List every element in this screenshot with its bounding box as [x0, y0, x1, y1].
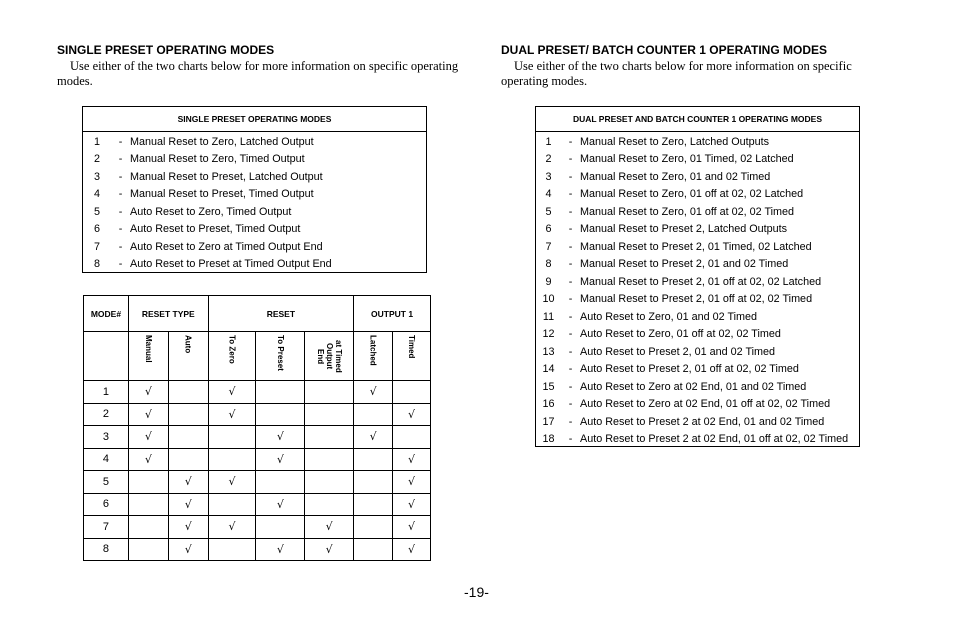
- check-mark-latched: √: [354, 381, 393, 404]
- mode-row: [536, 413, 859, 431]
- mode-number: 8: [93, 258, 100, 271]
- check-mark-at-timed-output-end: √: [305, 538, 354, 561]
- check-mark-manual: √: [128, 403, 168, 426]
- mode-row: [536, 273, 859, 291]
- dual-preset-intro: [501, 59, 871, 89]
- mode-description: Manual Reset to Preset 2, 01 off at 02, 02 Latched: [580, 275, 822, 288]
- grid-mode-number: 1: [84, 381, 129, 404]
- check-mark-to-preset: √: [256, 493, 305, 516]
- empty-cell-timed: [393, 426, 431, 449]
- mode-number: 18: [542, 433, 555, 446]
- grid-mode-number: 2: [84, 403, 129, 426]
- mode-number: 2: [93, 153, 100, 166]
- check-mark-manual: √: [128, 426, 168, 449]
- mode-number: 5: [545, 205, 552, 218]
- empty-cell-at-timed-output-end: [305, 403, 354, 426]
- mode-description: Auto Reset to Zero at Timed Output End: [130, 240, 323, 253]
- intro-line-2: modes.: [57, 74, 93, 88]
- mode-description: Auto Reset to Preset 2, 01 off at 02, 02 Timed: [580, 363, 799, 376]
- mode-description: Manual Reset to Zero, 01 off at 02, 02 Timed: [580, 205, 795, 218]
- mode-number: 15: [542, 380, 555, 393]
- empty-cell-at-timed-output-end: [305, 471, 354, 494]
- intro-line-1: Use either of the two charts below for more information on specific: [514, 59, 852, 73]
- empty-cell-manual: [128, 538, 168, 561]
- check-mark-auto: √: [168, 538, 208, 561]
- mode-dash: -: [118, 205, 123, 218]
- mode-row: [536, 326, 859, 344]
- mode-description: Manual Reset to Preset, Latched Output: [130, 170, 323, 183]
- mode-number: 4: [545, 188, 552, 201]
- mode-number: 17: [542, 415, 555, 428]
- grid-row: [84, 448, 431, 471]
- mode-description: Manual Reset to Zero, 01 Timed, 02 Latched: [580, 153, 794, 166]
- mode-number: 7: [93, 240, 100, 253]
- grid-row: [84, 403, 431, 426]
- empty-cell-latched: [354, 403, 393, 426]
- empty-cell-to-zero: [208, 426, 256, 449]
- grid-row: [84, 493, 431, 516]
- mode-number: 13: [542, 345, 555, 358]
- mode-description: Auto Reset to Preset, Timed Output: [130, 223, 301, 236]
- grid-subheader-blank: [84, 332, 129, 381]
- mode-number: 16: [542, 398, 555, 411]
- empty-cell-at-timed-output-end: [305, 426, 354, 449]
- grid-row: [84, 516, 431, 539]
- grid-header-mode: MODE#: [84, 296, 129, 332]
- mode-dash: -: [118, 188, 123, 201]
- empty-cell-auto: [168, 381, 208, 404]
- mode-row: [83, 151, 426, 169]
- empty-cell-to-zero: [208, 538, 256, 561]
- mode-description: Auto Reset to Preset at Timed Output End: [130, 258, 332, 271]
- grid-subheader-to-zero: To Zero: [208, 332, 256, 381]
- check-mark-to-preset: √: [256, 538, 305, 561]
- mode-description: Auto Reset to Zero, 01 off at 02, 02 Timed: [580, 328, 781, 341]
- grid-row: [84, 426, 431, 449]
- mode-description: Auto Reset to Preset 2 at 02 End, 01 off at 02, 02 Timed: [580, 433, 849, 446]
- mode-dash: -: [568, 170, 573, 183]
- grid-subheader-to-preset: To Preset: [256, 332, 305, 381]
- mode-row: [83, 186, 426, 204]
- grid-subheader-timed: Timed: [393, 332, 431, 381]
- check-mark-latched: √: [354, 426, 393, 449]
- mode-dash: -: [568, 328, 573, 341]
- check-mark-to-zero: √: [208, 403, 256, 426]
- check-mark-timed: √: [393, 516, 431, 539]
- empty-cell-to-zero: [208, 493, 256, 516]
- empty-cell-manual: [128, 471, 168, 494]
- mode-dash: -: [118, 258, 123, 271]
- check-mark-to-zero: √: [208, 381, 256, 404]
- grid-subheader-manual: Manual: [128, 332, 168, 381]
- mode-number: 10: [542, 293, 555, 306]
- mode-row: [536, 378, 859, 396]
- empty-cell-manual: [128, 516, 168, 539]
- grid-subheader-auto: Auto: [168, 332, 208, 381]
- mode-description: Manual Reset to Preset, Timed Output: [130, 188, 314, 201]
- mode-dash: -: [568, 205, 573, 218]
- mode-row: [83, 168, 426, 186]
- mode-row: [536, 431, 859, 449]
- mode-dash: -: [568, 363, 573, 376]
- mode-dash: -: [568, 153, 573, 166]
- mode-row: [536, 168, 859, 186]
- mode-dash: -: [568, 188, 573, 201]
- mode-description: Auto Reset to Preset 2, 01 and 02 Timed: [580, 345, 776, 358]
- empty-cell-timed: [393, 381, 431, 404]
- grid-row: [84, 471, 431, 494]
- mode-dash: -: [568, 258, 573, 271]
- mode-row: [83, 256, 426, 274]
- mode-dash: -: [568, 345, 573, 358]
- mode-row: [536, 396, 859, 414]
- single-preset-title: SINGLE PRESET OPERATING MODES: [57, 43, 275, 57]
- mode-row: [83, 238, 426, 256]
- mode-row: [536, 151, 859, 169]
- mode-number: 1: [93, 135, 100, 148]
- grid-subheader-latched: Latched: [354, 332, 393, 381]
- mode-dash: -: [568, 275, 573, 288]
- mode-description: Manual Reset to Zero, 01 and 02 Timed: [580, 170, 771, 183]
- dual-preset-mode-list: [536, 132, 859, 448]
- empty-cell-to-preset: [256, 471, 305, 494]
- single-preset-box-header: SINGLE PRESET OPERATING MODES: [83, 107, 426, 132]
- single-preset-intro: [57, 59, 467, 89]
- mode-number: 5: [93, 205, 100, 218]
- empty-cell-latched: [354, 471, 393, 494]
- check-mark-manual: √: [128, 381, 168, 404]
- grid-row: [84, 538, 431, 561]
- mode-row: [536, 186, 859, 204]
- check-mark-to-preset: √: [256, 448, 305, 471]
- mode-description: Manual Reset to Zero, Latched Output: [130, 135, 314, 148]
- empty-cell-latched: [354, 493, 393, 516]
- mode-number: 6: [545, 223, 552, 236]
- dual-preset-title: DUAL PRESET/ BATCH COUNTER 1 OPERATING MODES: [501, 43, 828, 57]
- page-number: -19-: [464, 584, 489, 600]
- mode-number: 3: [93, 170, 100, 183]
- mode-dash: -: [568, 398, 573, 411]
- mode-description: Manual Reset to Preset 2, 01 and 02 Timed: [580, 258, 789, 271]
- mode-number: 14: [542, 363, 555, 376]
- intro-line-1: Use either of the two charts below for more information on specific operating: [70, 59, 459, 73]
- mode-row: [536, 343, 859, 361]
- mode-row: [536, 291, 859, 309]
- mode-dash: -: [568, 135, 573, 148]
- mode-dash: -: [118, 135, 123, 148]
- grid-header-output: OUTPUT 1: [354, 296, 431, 332]
- mode-row: [83, 133, 426, 151]
- dual-preset-box-header: DUAL PRESET AND BATCH COUNTER 1 OPERATING MODES: [536, 107, 859, 132]
- empty-cell-to-zero: [208, 448, 256, 471]
- mode-row: [536, 221, 859, 239]
- empty-cell-to-preset: [256, 403, 305, 426]
- check-mark-manual: √: [128, 448, 168, 471]
- mode-number: 11: [542, 310, 555, 323]
- check-mark-to-zero: √: [208, 471, 256, 494]
- empty-cell-latched: [354, 448, 393, 471]
- mode-description: Manual Reset to Preset 2, 01 off at 02, 02 Timed: [580, 293, 813, 306]
- grid-row: [84, 381, 431, 404]
- mode-dash: -: [118, 223, 123, 236]
- mode-description: Auto Reset to Zero at 02 End, 01 off at 02, 02 Timed: [580, 398, 831, 411]
- mode-row: [536, 256, 859, 274]
- mode-dash: -: [118, 240, 123, 253]
- empty-cell-at-timed-output-end: [305, 448, 354, 471]
- mode-number: 4: [93, 188, 100, 201]
- empty-cell-manual: [128, 493, 168, 516]
- mode-number: 12: [542, 328, 555, 341]
- check-mark-at-timed-output-end: √: [305, 516, 354, 539]
- empty-cell-auto: [168, 403, 208, 426]
- mode-number: 9: [545, 275, 552, 288]
- mode-dash: -: [568, 310, 573, 323]
- empty-cell-latched: [354, 516, 393, 539]
- check-mark-auto: √: [168, 516, 208, 539]
- mode-number: 6: [93, 223, 100, 236]
- single-preset-mode-list: [83, 132, 426, 273]
- grid-header-reset: RESET: [208, 296, 353, 332]
- grid-mode-number: 8: [84, 538, 129, 561]
- check-mark-auto: √: [168, 471, 208, 494]
- intro-line-2: operating modes.: [501, 74, 588, 88]
- mode-row: [536, 203, 859, 221]
- mode-number: 3: [545, 170, 552, 183]
- grid-mode-number: 7: [84, 516, 129, 539]
- mode-description: Manual Reset to Zero, 01 off at 02, 02 Latched: [580, 188, 804, 201]
- mode-row: [536, 361, 859, 379]
- mode-dash: -: [568, 223, 573, 236]
- empty-cell-at-timed-output-end: [305, 381, 354, 404]
- mode-dash: -: [568, 293, 573, 306]
- mode-description: Auto Reset to Zero at 02 End, 01 and 02 Timed: [580, 380, 807, 393]
- mode-row: [536, 238, 859, 256]
- dual-preset-modes-box: [535, 106, 860, 447]
- mode-description: Auto Reset to Zero, Timed Output: [130, 205, 292, 218]
- mode-row: [536, 308, 859, 326]
- mode-description: Auto Reset to Zero, 01 and 02 Timed: [580, 310, 758, 323]
- mode-description: Manual Reset to Preset 2, Latched Outputs: [580, 223, 788, 236]
- check-mark-timed: √: [393, 448, 431, 471]
- grid-mode-number: 4: [84, 448, 129, 471]
- empty-cell-at-timed-output-end: [305, 493, 354, 516]
- empty-cell-to-preset: [256, 516, 305, 539]
- mode-description: Manual Reset to Preset 2, 01 Timed, 02 Latched: [580, 240, 812, 253]
- check-mark-auto: √: [168, 493, 208, 516]
- single-preset-mode-grid: [83, 295, 431, 561]
- mode-dash: -: [568, 415, 573, 428]
- mode-dash: -: [118, 153, 123, 166]
- empty-cell-auto: [168, 426, 208, 449]
- grid-mode-number: 6: [84, 493, 129, 516]
- mode-dash: -: [568, 240, 573, 253]
- mode-row: [83, 203, 426, 221]
- check-mark-to-preset: √: [256, 426, 305, 449]
- grid-mode-number: 5: [84, 471, 129, 494]
- mode-dash: -: [568, 433, 573, 446]
- check-mark-timed: √: [393, 493, 431, 516]
- check-mark-timed: √: [393, 403, 431, 426]
- check-mark-to-zero: √: [208, 516, 256, 539]
- mode-description: Auto Reset to Preset 2 at 02 End, 01 and 02 Timed: [580, 415, 825, 428]
- mode-number: 1: [545, 135, 552, 148]
- empty-cell-latched: [354, 538, 393, 561]
- check-mark-timed: √: [393, 471, 431, 494]
- grid-mode-number: 3: [84, 426, 129, 449]
- mode-number: 2: [545, 153, 552, 166]
- mode-row: [83, 221, 426, 239]
- mode-row: [536, 133, 859, 151]
- grid-header-reset-type: RESET TYPE: [128, 296, 208, 332]
- mode-description: Manual Reset to Zero, Timed Output: [130, 153, 305, 166]
- mode-number: 8: [545, 258, 552, 271]
- mode-dash: -: [568, 380, 573, 393]
- single-preset-modes-box: [82, 106, 427, 273]
- empty-cell-auto: [168, 448, 208, 471]
- check-mark-timed: √: [393, 538, 431, 561]
- empty-cell-to-preset: [256, 381, 305, 404]
- grid-subheader-at-timed-output-end: at Timed Output End: [305, 332, 354, 381]
- mode-number: 7: [545, 240, 552, 253]
- mode-description: Manual Reset to Zero, Latched Outputs: [580, 135, 770, 148]
- mode-dash: -: [118, 170, 123, 183]
